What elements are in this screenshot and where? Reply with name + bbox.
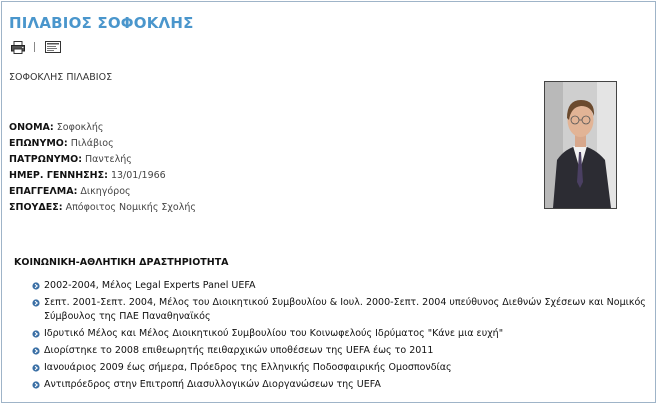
personal-info [9,120,196,216]
toolbar [11,40,61,54]
profile-photo [544,81,617,209]
bullet-icon [32,364,40,372]
list-item [32,327,652,341]
info-label: ΟΝΟΜΑ [9,122,50,133]
info-label: ΕΠΩΝΥΜΟ [9,138,64,149]
list-item [32,279,652,293]
bullet-icon [32,299,40,307]
activity-list [32,279,652,395]
profile-panel [1,1,656,403]
bullet-icon [32,282,40,290]
list-item [32,361,652,375]
info-label: ΠΑΤΡΩΝΥΜΟ [9,154,79,165]
info-row: ΗΜΕΡ. ΓΕΝΝΗΣΗΣ: 13/01/1966 [9,170,166,181]
section-heading: ΚΟΙΝΩΝΙΚΗ-ΑΘΛΗΤΙΚΗ ΔΡΑΣΤΗΡΙΟΤΗΤΑ [14,257,229,268]
info-row: ΣΠΟΥΔΕΣ: Απόφοιτος Νομικής Σχολής [9,202,196,213]
full-name: ΣΟΦΟΚΛΗΣ ΠΙΛΑΒΙΟΣ [9,72,113,83]
bullet-icon [32,347,40,355]
list-item [32,378,652,392]
info-row: ΠΑΤΡΩΝΥΜΟ: Παντελής [9,154,132,165]
info-row: ΕΠΑΓΓΕΛΜΑ: Δικηγόρος [9,186,131,197]
list-item-text: Ιανουάριος 2009 έως σήμερα, Πρόεδρος της Ελληνικής Ποδοσφαιρικής Ομοσπονδίας [44,362,452,373]
info-value: Παντελής [85,154,132,165]
info-label: ΣΠΟΥΔΕΣ [9,202,59,213]
info-value: Πιλάβιος [70,138,114,149]
bullet-icon [32,381,40,389]
info-value: Δικηγόρος [80,186,131,197]
page-title: ΠΙΛΑΒΙΟΣ ΣΟΦΟΚΛΗΣ [9,14,194,32]
list-item-text: Σεπτ. 2001-Σεπτ. 2004, Μέλος του Διοικητικού Συμβουλίου & Ιουλ. 2000-Σεπτ. 2004 υπεύθυνος Διεθνών Σχέσεων και Νομικός Σύμβουλος της ΠΑΕ Παναθηναϊκός [44,297,646,322]
envelope-icon[interactable] [45,41,61,53]
bullet-icon [32,330,40,338]
list-item-text: Αντιπρόεδρος στην Επιτροπή Διασυλλογικών Διοργανώσεων της UEFA [44,379,381,390]
list-item [32,344,652,358]
info-label: ΕΠΑΓΓΕΛΜΑ [9,186,74,197]
list-item-text: 2002-2004, Μέλος Legal Experts Panel UEFA [44,280,256,291]
info-label: ΗΜΕΡ. ΓΕΝΝΗΣΗΣ [9,170,105,181]
printer-icon[interactable] [11,41,25,54]
info-row: ΕΠΩΝΥΜΟ: Πιλάβιος [9,138,114,149]
info-value: 13/01/1966 [110,170,166,181]
info-row: ΟΝΟΜΑ: Σοφοκλής [9,122,104,133]
info-value: Σοφοκλής [56,122,104,133]
info-value: Απόφοιτος Νομικής Σχολής [65,202,196,213]
list-item-text: Διορίστηκε το 2008 επιθεωρητής πειθαρχικών υποθέσεων της UEFA έως το 2011 [44,345,434,356]
list-item [32,296,652,324]
toolbar-divider [34,42,35,52]
list-item-text: Ιδρυτικό Μέλος και Μέλος Διοικητικού Συμβουλίου του Κοινωφελούς Ιδρύματος "Κάνε μια ευχή" [44,328,504,339]
